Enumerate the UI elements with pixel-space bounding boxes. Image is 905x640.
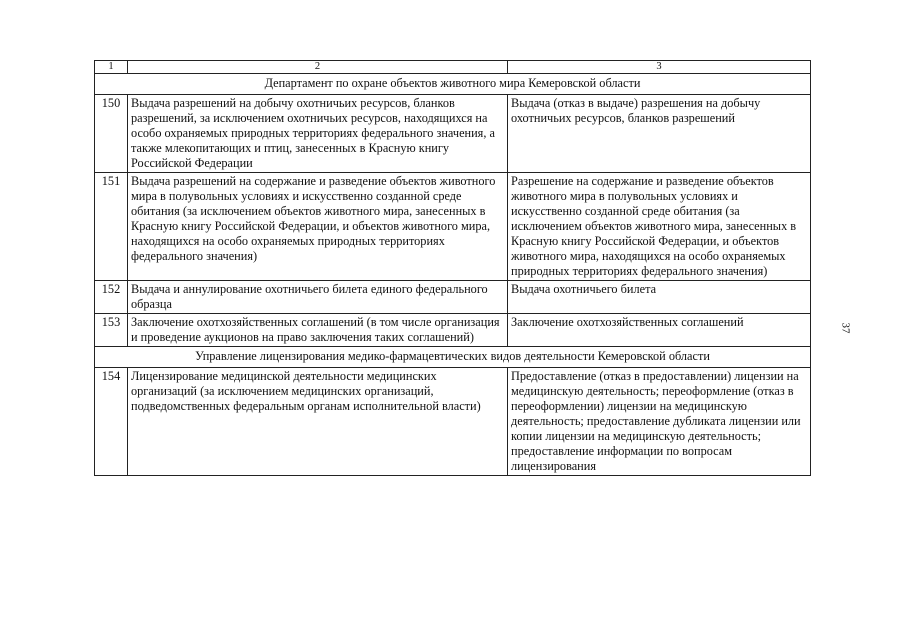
table-row: [95, 314, 811, 347]
section-title-licensing: Управление лицензирования медико-фармацевтических видов деятельности Кемеровской области: [95, 347, 811, 368]
table-row: [95, 173, 811, 281]
service-result: Предоставление (отказ в предоставлении) лицензии на медицинскую деятельность; переоформление (отказ в переоформлении) лицензии на медицинскую деятельность; предоставление дубликата лицензии или копии лицензии на медицинскую деятельность; предоставление информации по вопросам лицензирования: [508, 368, 811, 476]
row-number: 150: [95, 95, 128, 173]
page-number: 37: [839, 322, 852, 334]
service-name: Выдача разрешений на добычу охотничьих ресурсов, бланков разрешений, за исключением охотничьих ресурсов, находящихся на особо охраняемых природных территориях федерального значения, а также млекопитающих и птиц, занесенных в Красную книгу Российской Федерации: [128, 95, 508, 173]
services-table: [94, 60, 811, 476]
table-row: [95, 281, 811, 314]
service-name: Выдача и аннулирование охотничьего билета единого федерального образца: [128, 281, 508, 314]
service-result: Выдача (отказ в выдаче) разрешения на добычу охотничьих ресурсов, бланков разрешений: [508, 95, 811, 173]
section-header-row: [95, 347, 811, 368]
row-number: 152: [95, 281, 128, 314]
service-name: Выдача разрешений на содержание и разведение объектов животного мира в полувольных условиях и искусственно созданной среде обитания (за исключением объектов животного мира, занесенных в Красную книгу Российской Федерации, и объектов животного мира, находящихся на особо охраняемых природных территориях федерального значения): [128, 173, 508, 281]
service-result: Заключение охотхозяйственных соглашений: [508, 314, 811, 347]
service-name: Заключение охотхозяйственных соглашений (в том числе организация и проведение аукционов на право заключения таких соглашений): [128, 314, 508, 347]
row-number: 154: [95, 368, 128, 476]
row-number: 151: [95, 173, 128, 281]
column-number-2: 2: [128, 61, 508, 74]
table-row: [95, 368, 811, 476]
service-name: Лицензирование медицинской деятельности медицинских организаций (за исключением медицинских организаций, подведомственных федеральным органам исполнительной власти): [128, 368, 508, 476]
service-result: Выдача охотничьего билета: [508, 281, 811, 314]
service-result: Разрешение на содержание и разведение объектов животного мира в полувольных условиях и искусственно созданной среде обитания (за исключением объектов животного мира, занесенных в Красную книгу Российской Федерации, и объектов животного мира, находящихся на особо охраняемых природных территориях федерального значения): [508, 173, 811, 281]
table-row: [95, 95, 811, 173]
row-number: 153: [95, 314, 128, 347]
column-number-3: 3: [508, 61, 811, 74]
section-title-wildlife: Департамент по охране объектов животного мира Кемеровской области: [95, 74, 811, 95]
section-header-row: [95, 74, 811, 95]
column-number-row: [95, 61, 811, 74]
column-number-1: 1: [95, 61, 128, 74]
